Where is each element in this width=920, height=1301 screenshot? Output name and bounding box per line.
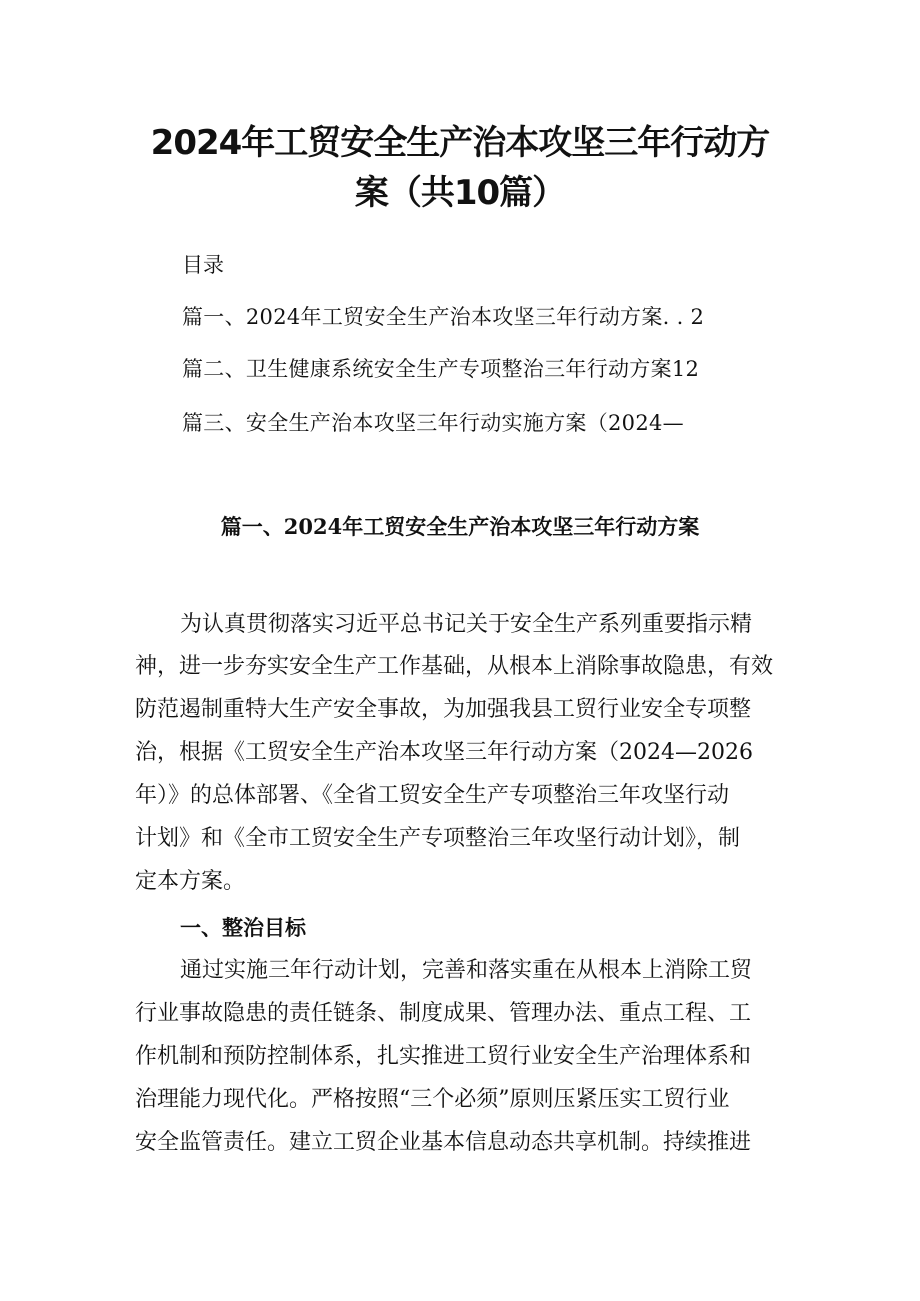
paragraph-1-line-4: 治，根据《工贸安全生产治本攻坚三年行动方案（2024—2026	[135, 740, 753, 765]
paragraph-2-line-5: 安全监管责任。建立工贸企业基本信息动态共享机制。持续推进	[135, 1130, 752, 1155]
paragraph-1-line-1: 为认真贯彻落实习近平总书记关于安全生产系列重要指示精	[180, 612, 753, 637]
paragraph-1-line-5: 年）》的总体部署、《全省工贸安全生产专项整治三年攻坚行动	[135, 783, 730, 808]
paragraph-2-line-1: 通过实施三年行动计划，完善和落实重在从根本上消除工贸	[180, 958, 753, 983]
document-title-line-1: 2024年工贸安全生产治本攻坚三年行动方	[150, 123, 770, 163]
toc-item-2[interactable]: 篇二、卫生健康系统安全生产专项整治三年行动方案12	[182, 357, 700, 381]
paragraph-1-line-7: 定本方案。	[135, 869, 246, 894]
toc-label: 目录	[182, 253, 224, 277]
paragraph-1-line-3: 防范遏制重特大生产安全事故，为加强我县工贸行业安全专项整	[135, 697, 752, 722]
paragraph-2-line-2: 行业事故隐患的责任链条、制度成果、管理办法、重点工程、工	[135, 1001, 752, 1026]
paragraph-1-line-6: 计划》和《全市工贸安全生产专项整治三年攻坚行动计划》，制	[135, 826, 741, 851]
toc-item-3[interactable]: 篇三、安全生产治本攻坚三年行动实施方案（2024—	[182, 411, 684, 435]
paragraph-1-line-2: 神，进一步夯实安全生产工作基础，从根本上消除事故隐患，有效	[135, 654, 774, 679]
subheading-goals: 一、整治目标	[180, 916, 306, 940]
section-heading: 篇一、2024年工贸安全生产治本攻坚三年行动方案	[220, 514, 700, 539]
toc-item-1[interactable]: 篇一、2024年工贸安全生产治本攻坚三年行动方案. . 2	[182, 305, 705, 329]
paragraph-2-line-3: 作机制和预防控制体系，扎实推进工贸行业安全生产治理体系和	[135, 1044, 752, 1069]
paragraph-2-line-4: 治理能力现代化。严格按照“三个必须”原则压紧压实工贸行业	[135, 1087, 730, 1112]
document-title-line-2: 案（共10篇）	[354, 173, 566, 213]
